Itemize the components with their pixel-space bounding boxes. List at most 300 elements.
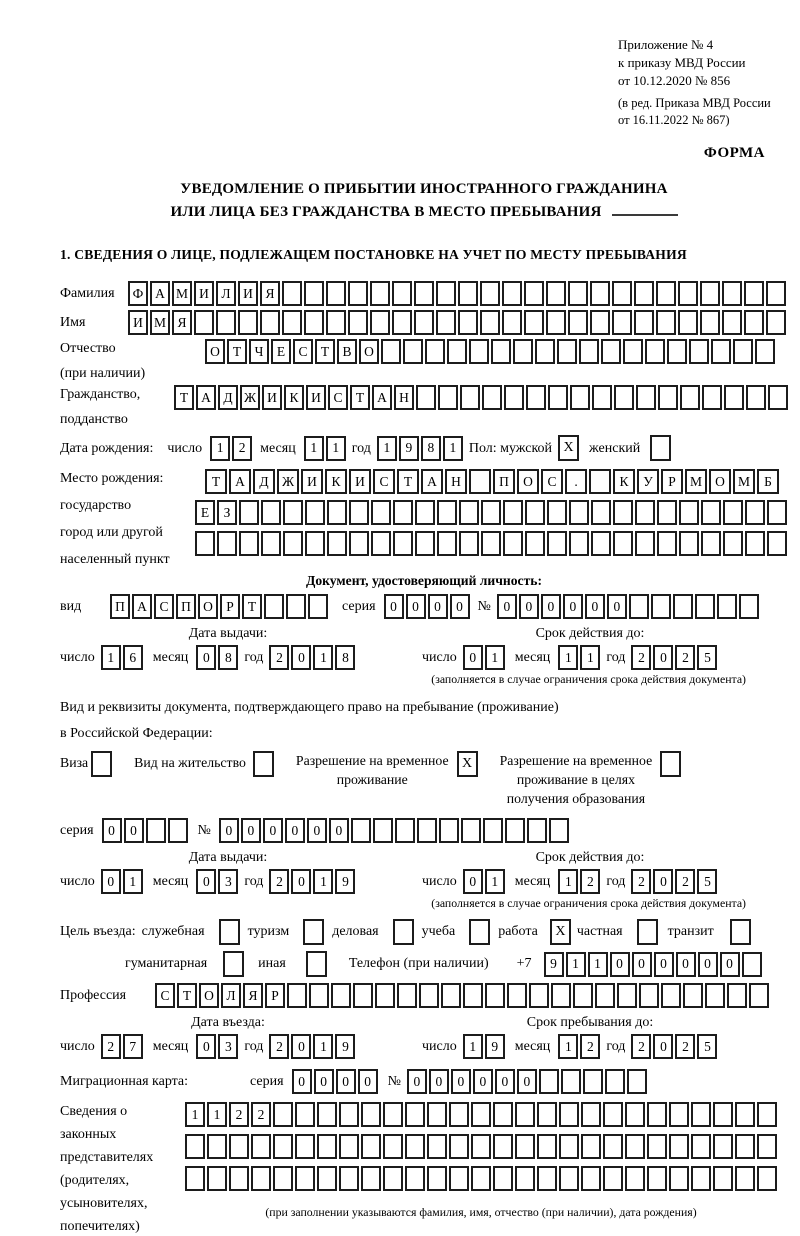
char-cell[interactable]: А bbox=[229, 469, 251, 494]
char-cell[interactable]: 1 bbox=[210, 436, 230, 461]
char-cell[interactable]: Т bbox=[205, 469, 227, 494]
char-cell[interactable]: 1 bbox=[558, 869, 578, 894]
char-cell[interactable] bbox=[480, 310, 500, 335]
char-cell[interactable]: 1 bbox=[558, 1034, 578, 1059]
iddoc-issue-year-cells[interactable] bbox=[269, 645, 355, 670]
char-cell[interactable] bbox=[415, 531, 435, 556]
char-cell[interactable]: 0 bbox=[519, 594, 539, 619]
official-checkbox[interactable] bbox=[219, 919, 240, 945]
char-cell[interactable] bbox=[515, 1102, 535, 1127]
char-cell[interactable]: 0 bbox=[196, 645, 216, 670]
char-cell[interactable] bbox=[711, 339, 731, 364]
char-cell[interactable]: 0 bbox=[428, 594, 448, 619]
char-cell[interactable]: 2 bbox=[580, 869, 600, 894]
char-cell[interactable]: 0 bbox=[291, 869, 311, 894]
char-cell[interactable] bbox=[460, 385, 480, 410]
char-cell[interactable]: 0 bbox=[653, 869, 673, 894]
char-cell[interactable]: О bbox=[709, 469, 731, 494]
char-cell[interactable] bbox=[645, 339, 665, 364]
temp-permit-checkbox[interactable]: X bbox=[457, 751, 478, 777]
char-cell[interactable] bbox=[700, 310, 720, 335]
char-cell[interactable] bbox=[229, 1166, 249, 1191]
char-cell[interactable]: Я bbox=[172, 310, 192, 335]
char-cell[interactable]: Р bbox=[220, 594, 240, 619]
char-cell[interactable] bbox=[549, 818, 569, 843]
char-cell[interactable] bbox=[449, 1134, 469, 1159]
char-cell[interactable] bbox=[557, 339, 577, 364]
char-cell[interactable] bbox=[459, 500, 479, 525]
char-cell[interactable] bbox=[449, 1102, 469, 1127]
stay-day-cells[interactable] bbox=[463, 1034, 505, 1059]
permit-expiry-month-cells[interactable] bbox=[558, 869, 600, 894]
char-cell[interactable] bbox=[480, 281, 500, 306]
char-cell[interactable] bbox=[546, 281, 566, 306]
char-cell[interactable]: 0 bbox=[497, 594, 517, 619]
char-cell[interactable] bbox=[403, 339, 423, 364]
char-cell[interactable] bbox=[656, 310, 676, 335]
char-cell[interactable]: 0 bbox=[451, 1069, 471, 1094]
char-cell[interactable] bbox=[581, 1166, 601, 1191]
permit-expiry-year-cells[interactable] bbox=[631, 869, 717, 894]
char-cell[interactable] bbox=[636, 385, 656, 410]
char-cell[interactable]: 1 bbox=[588, 952, 608, 977]
char-cell[interactable] bbox=[229, 1134, 249, 1159]
char-cell[interactable] bbox=[405, 1166, 425, 1191]
char-cell[interactable] bbox=[702, 385, 722, 410]
char-cell[interactable] bbox=[493, 1166, 513, 1191]
char-cell[interactable] bbox=[603, 1166, 623, 1191]
char-cell[interactable]: 0 bbox=[219, 818, 239, 843]
char-cell[interactable] bbox=[351, 818, 371, 843]
citizenship-cells[interactable] bbox=[174, 385, 788, 410]
char-cell[interactable]: 0 bbox=[654, 952, 674, 977]
char-cell[interactable] bbox=[657, 500, 677, 525]
char-cell[interactable] bbox=[381, 339, 401, 364]
char-cell[interactable] bbox=[614, 385, 634, 410]
char-cell[interactable] bbox=[669, 1134, 689, 1159]
permit-series-cells[interactable] bbox=[102, 818, 188, 843]
char-cell[interactable] bbox=[419, 983, 439, 1008]
char-cell[interactable]: Е bbox=[195, 500, 215, 525]
char-cell[interactable]: 0 bbox=[585, 594, 605, 619]
char-cell[interactable] bbox=[458, 281, 478, 306]
permit-issue-month-cells[interactable] bbox=[196, 869, 238, 894]
char-cell[interactable]: С bbox=[373, 469, 395, 494]
char-cell[interactable]: 3 bbox=[218, 1034, 238, 1059]
char-cell[interactable]: Т bbox=[397, 469, 419, 494]
char-cell[interactable] bbox=[168, 818, 188, 843]
char-cell[interactable]: Д bbox=[218, 385, 238, 410]
visa-checkbox[interactable] bbox=[91, 751, 112, 777]
char-cell[interactable]: 0 bbox=[314, 1069, 334, 1094]
char-cell[interactable] bbox=[713, 1166, 733, 1191]
char-cell[interactable] bbox=[326, 281, 346, 306]
char-cell[interactable] bbox=[485, 983, 505, 1008]
char-cell[interactable]: 9 bbox=[335, 869, 355, 894]
guardians-cells-row1[interactable] bbox=[185, 1102, 777, 1127]
char-cell[interactable] bbox=[305, 531, 325, 556]
char-cell[interactable] bbox=[612, 281, 632, 306]
sex-female-checkbox[interactable] bbox=[650, 435, 671, 461]
char-cell[interactable] bbox=[629, 594, 649, 619]
char-cell[interactable] bbox=[735, 1166, 755, 1191]
char-cell[interactable]: Т bbox=[177, 983, 197, 1008]
char-cell[interactable] bbox=[207, 1134, 227, 1159]
char-cell[interactable] bbox=[437, 531, 457, 556]
char-cell[interactable] bbox=[746, 385, 766, 410]
char-cell[interactable]: 0 bbox=[463, 869, 483, 894]
char-cell[interactable]: 9 bbox=[485, 1034, 505, 1059]
char-cell[interactable]: 2 bbox=[675, 645, 695, 670]
char-cell[interactable] bbox=[273, 1166, 293, 1191]
char-cell[interactable] bbox=[339, 1102, 359, 1127]
char-cell[interactable] bbox=[559, 1166, 579, 1191]
char-cell[interactable]: И bbox=[306, 385, 326, 410]
char-cell[interactable] bbox=[581, 1102, 601, 1127]
given-name-cells[interactable] bbox=[128, 310, 786, 335]
char-cell[interactable]: 3 bbox=[218, 869, 238, 894]
char-cell[interactable] bbox=[537, 1134, 557, 1159]
char-cell[interactable] bbox=[669, 1102, 689, 1127]
char-cell[interactable] bbox=[639, 983, 659, 1008]
char-cell[interactable] bbox=[295, 1102, 315, 1127]
char-cell[interactable] bbox=[405, 1134, 425, 1159]
char-cell[interactable] bbox=[744, 310, 764, 335]
char-cell[interactable]: М bbox=[733, 469, 755, 494]
char-cell[interactable] bbox=[414, 310, 434, 335]
char-cell[interactable]: 1 bbox=[485, 869, 505, 894]
char-cell[interactable] bbox=[502, 310, 522, 335]
char-cell[interactable] bbox=[493, 1102, 513, 1127]
char-cell[interactable]: С bbox=[155, 983, 175, 1008]
char-cell[interactable] bbox=[383, 1102, 403, 1127]
char-cell[interactable]: Н bbox=[445, 469, 467, 494]
char-cell[interactable] bbox=[427, 1166, 447, 1191]
char-cell[interactable] bbox=[515, 1134, 535, 1159]
char-cell[interactable] bbox=[295, 1134, 315, 1159]
char-cell[interactable]: 0 bbox=[358, 1069, 378, 1094]
char-cell[interactable]: П bbox=[176, 594, 196, 619]
char-cell[interactable]: 9 bbox=[544, 952, 564, 977]
char-cell[interactable] bbox=[603, 1102, 623, 1127]
char-cell[interactable]: 0 bbox=[676, 952, 696, 977]
migcard-number-cells[interactable] bbox=[407, 1069, 647, 1094]
char-cell[interactable] bbox=[273, 1102, 293, 1127]
char-cell[interactable] bbox=[308, 594, 328, 619]
char-cell[interactable]: З bbox=[217, 500, 237, 525]
char-cell[interactable] bbox=[349, 531, 369, 556]
char-cell[interactable] bbox=[339, 1134, 359, 1159]
char-cell[interactable] bbox=[458, 310, 478, 335]
char-cell[interactable]: 0 bbox=[429, 1069, 449, 1094]
char-cell[interactable] bbox=[439, 818, 459, 843]
char-cell[interactable] bbox=[282, 310, 302, 335]
migcard-series-cells[interactable] bbox=[292, 1069, 378, 1094]
char-cell[interactable] bbox=[647, 1166, 667, 1191]
char-cell[interactable] bbox=[673, 594, 693, 619]
char-cell[interactable] bbox=[691, 1166, 711, 1191]
char-cell[interactable] bbox=[482, 385, 502, 410]
char-cell[interactable]: О bbox=[359, 339, 379, 364]
tourism-checkbox[interactable] bbox=[303, 919, 324, 945]
birthplace-cells-row3[interactable] bbox=[195, 531, 787, 556]
char-cell[interactable] bbox=[583, 1069, 603, 1094]
char-cell[interactable]: Б bbox=[757, 469, 779, 494]
char-cell[interactable] bbox=[373, 818, 393, 843]
char-cell[interactable]: 0 bbox=[610, 952, 630, 977]
char-cell[interactable] bbox=[427, 1134, 447, 1159]
char-cell[interactable]: Р bbox=[265, 983, 285, 1008]
guardians-cells-row3[interactable] bbox=[185, 1166, 777, 1191]
char-cell[interactable] bbox=[570, 385, 590, 410]
char-cell[interactable] bbox=[689, 339, 709, 364]
char-cell[interactable] bbox=[603, 1134, 623, 1159]
char-cell[interactable] bbox=[722, 310, 742, 335]
char-cell[interactable]: 0 bbox=[653, 645, 673, 670]
char-cell[interactable] bbox=[635, 500, 655, 525]
char-cell[interactable] bbox=[537, 1166, 557, 1191]
char-cell[interactable]: А bbox=[196, 385, 216, 410]
birth-year-cells[interactable] bbox=[377, 436, 463, 461]
char-cell[interactable] bbox=[238, 310, 258, 335]
char-cell[interactable] bbox=[195, 531, 215, 556]
char-cell[interactable]: Л bbox=[216, 281, 236, 306]
char-cell[interactable]: К bbox=[325, 469, 347, 494]
char-cell[interactable]: Т bbox=[227, 339, 247, 364]
char-cell[interactable]: 1 bbox=[313, 1034, 333, 1059]
permit-expiry-day-cells[interactable] bbox=[463, 869, 505, 894]
char-cell[interactable] bbox=[264, 594, 284, 619]
char-cell[interactable] bbox=[547, 500, 567, 525]
char-cell[interactable] bbox=[503, 531, 523, 556]
birth-month-cells[interactable] bbox=[304, 436, 346, 461]
char-cell[interactable] bbox=[438, 385, 458, 410]
char-cell[interactable] bbox=[524, 310, 544, 335]
char-cell[interactable]: 0 bbox=[541, 594, 561, 619]
char-cell[interactable]: 2 bbox=[251, 1102, 271, 1127]
char-cell[interactable] bbox=[326, 310, 346, 335]
char-cell[interactable]: М bbox=[685, 469, 707, 494]
char-cell[interactable]: 1 bbox=[313, 645, 333, 670]
char-cell[interactable]: 0 bbox=[329, 818, 349, 843]
char-cell[interactable] bbox=[370, 310, 390, 335]
char-cell[interactable] bbox=[375, 983, 395, 1008]
char-cell[interactable] bbox=[647, 1102, 667, 1127]
char-cell[interactable] bbox=[744, 281, 764, 306]
char-cell[interactable]: 0 bbox=[720, 952, 740, 977]
char-cell[interactable] bbox=[397, 983, 417, 1008]
char-cell[interactable]: М bbox=[150, 310, 170, 335]
char-cell[interactable]: О bbox=[205, 339, 225, 364]
char-cell[interactable] bbox=[469, 339, 489, 364]
char-cell[interactable] bbox=[727, 983, 747, 1008]
char-cell[interactable]: Я bbox=[243, 983, 263, 1008]
char-cell[interactable] bbox=[459, 531, 479, 556]
char-cell[interactable] bbox=[742, 952, 762, 977]
char-cell[interactable] bbox=[757, 1134, 777, 1159]
char-cell[interactable] bbox=[757, 1166, 777, 1191]
char-cell[interactable]: 1 bbox=[580, 645, 600, 670]
transit-checkbox[interactable] bbox=[730, 919, 751, 945]
char-cell[interactable] bbox=[469, 469, 491, 494]
char-cell[interactable]: 1 bbox=[326, 436, 346, 461]
char-cell[interactable]: 0 bbox=[241, 818, 261, 843]
char-cell[interactable] bbox=[678, 281, 698, 306]
char-cell[interactable] bbox=[505, 818, 525, 843]
char-cell[interactable]: 0 bbox=[292, 1069, 312, 1094]
char-cell[interactable] bbox=[395, 818, 415, 843]
char-cell[interactable] bbox=[286, 594, 306, 619]
char-cell[interactable]: К bbox=[284, 385, 304, 410]
char-cell[interactable] bbox=[383, 1134, 403, 1159]
char-cell[interactable]: 0 bbox=[124, 818, 144, 843]
char-cell[interactable] bbox=[282, 281, 302, 306]
char-cell[interactable]: 1 bbox=[101, 645, 121, 670]
char-cell[interactable] bbox=[383, 1166, 403, 1191]
char-cell[interactable]: Т bbox=[174, 385, 194, 410]
char-cell[interactable]: 0 bbox=[285, 818, 305, 843]
char-cell[interactable] bbox=[691, 1102, 711, 1127]
char-cell[interactable]: И bbox=[194, 281, 214, 306]
char-cell[interactable] bbox=[713, 1102, 733, 1127]
char-cell[interactable] bbox=[757, 1102, 777, 1127]
char-cell[interactable]: Ж bbox=[277, 469, 299, 494]
char-cell[interactable]: 2 bbox=[675, 1034, 695, 1059]
char-cell[interactable] bbox=[701, 531, 721, 556]
permit-number-cells[interactable] bbox=[219, 818, 569, 843]
char-cell[interactable]: Н bbox=[394, 385, 414, 410]
char-cell[interactable] bbox=[515, 1166, 535, 1191]
char-cell[interactable] bbox=[617, 983, 637, 1008]
char-cell[interactable] bbox=[502, 281, 522, 306]
entry-day-cells[interactable] bbox=[101, 1034, 143, 1059]
char-cell[interactable] bbox=[261, 531, 281, 556]
char-cell[interactable]: Л bbox=[221, 983, 241, 1008]
char-cell[interactable]: 2 bbox=[101, 1034, 121, 1059]
char-cell[interactable] bbox=[525, 500, 545, 525]
char-cell[interactable]: 1 bbox=[566, 952, 586, 977]
char-cell[interactable] bbox=[283, 500, 303, 525]
char-cell[interactable] bbox=[513, 339, 533, 364]
char-cell[interactable] bbox=[309, 983, 329, 1008]
char-cell[interactable] bbox=[700, 281, 720, 306]
char-cell[interactable] bbox=[590, 281, 610, 306]
char-cell[interactable] bbox=[348, 281, 368, 306]
birthplace-cells-row1[interactable] bbox=[205, 469, 787, 494]
char-cell[interactable] bbox=[749, 983, 769, 1008]
char-cell[interactable]: О bbox=[199, 983, 219, 1008]
char-cell[interactable] bbox=[239, 500, 259, 525]
char-cell[interactable]: О bbox=[517, 469, 539, 494]
char-cell[interactable] bbox=[304, 281, 324, 306]
char-cell[interactable] bbox=[370, 281, 390, 306]
char-cell[interactable]: Т bbox=[315, 339, 335, 364]
char-cell[interactable] bbox=[461, 818, 481, 843]
char-cell[interactable] bbox=[723, 500, 743, 525]
char-cell[interactable] bbox=[348, 310, 368, 335]
business-checkbox[interactable] bbox=[393, 919, 414, 945]
char-cell[interactable]: А bbox=[372, 385, 392, 410]
char-cell[interactable] bbox=[568, 310, 588, 335]
char-cell[interactable]: 0 bbox=[607, 594, 627, 619]
char-cell[interactable]: У bbox=[637, 469, 659, 494]
char-cell[interactable] bbox=[592, 385, 612, 410]
char-cell[interactable]: 2 bbox=[269, 869, 289, 894]
char-cell[interactable] bbox=[471, 1102, 491, 1127]
char-cell[interactable] bbox=[217, 531, 237, 556]
char-cell[interactable] bbox=[623, 339, 643, 364]
char-cell[interactable]: 0 bbox=[406, 594, 426, 619]
char-cell[interactable]: А bbox=[150, 281, 170, 306]
char-cell[interactable] bbox=[393, 531, 413, 556]
char-cell[interactable]: 5 bbox=[697, 645, 717, 670]
char-cell[interactable]: 0 bbox=[698, 952, 718, 977]
char-cell[interactable] bbox=[691, 1134, 711, 1159]
char-cell[interactable]: 2 bbox=[631, 645, 651, 670]
study-checkbox[interactable] bbox=[469, 919, 490, 945]
char-cell[interactable]: 5 bbox=[697, 1034, 717, 1059]
char-cell[interactable]: 1 bbox=[185, 1102, 205, 1127]
char-cell[interactable]: К bbox=[613, 469, 635, 494]
char-cell[interactable] bbox=[493, 1134, 513, 1159]
iddoc-kind-cells[interactable] bbox=[110, 594, 328, 619]
char-cell[interactable]: 7 bbox=[123, 1034, 143, 1059]
char-cell[interactable] bbox=[678, 310, 698, 335]
char-cell[interactable]: 2 bbox=[580, 1034, 600, 1059]
char-cell[interactable] bbox=[481, 500, 501, 525]
char-cell[interactable] bbox=[667, 339, 687, 364]
char-cell[interactable]: 1 bbox=[485, 645, 505, 670]
char-cell[interactable]: Ф bbox=[128, 281, 148, 306]
char-cell[interactable] bbox=[449, 1166, 469, 1191]
char-cell[interactable] bbox=[735, 1134, 755, 1159]
char-cell[interactable] bbox=[405, 1102, 425, 1127]
char-cell[interactable]: 2 bbox=[631, 869, 651, 894]
char-cell[interactable]: Е bbox=[271, 339, 291, 364]
char-cell[interactable] bbox=[295, 1166, 315, 1191]
char-cell[interactable]: 8 bbox=[335, 645, 355, 670]
edu-permit-checkbox[interactable] bbox=[660, 751, 681, 777]
char-cell[interactable]: Я bbox=[260, 281, 280, 306]
char-cell[interactable] bbox=[539, 1069, 559, 1094]
char-cell[interactable]: Д bbox=[253, 469, 275, 494]
iddoc-expiry-day-cells[interactable] bbox=[463, 645, 505, 670]
iddoc-issue-day-cells[interactable] bbox=[101, 645, 143, 670]
char-cell[interactable] bbox=[436, 281, 456, 306]
char-cell[interactable] bbox=[371, 531, 391, 556]
char-cell[interactable] bbox=[283, 531, 303, 556]
char-cell[interactable] bbox=[767, 500, 787, 525]
char-cell[interactable] bbox=[353, 983, 373, 1008]
char-cell[interactable] bbox=[683, 983, 703, 1008]
char-cell[interactable]: И bbox=[301, 469, 323, 494]
char-cell[interactable]: 2 bbox=[631, 1034, 651, 1059]
entry-month-cells[interactable] bbox=[196, 1034, 238, 1059]
char-cell[interactable]: 0 bbox=[517, 1069, 537, 1094]
char-cell[interactable]: И bbox=[238, 281, 258, 306]
char-cell[interactable] bbox=[767, 531, 787, 556]
guardians-cells-row2[interactable] bbox=[185, 1134, 777, 1159]
char-cell[interactable]: В bbox=[337, 339, 357, 364]
char-cell[interactable] bbox=[722, 281, 742, 306]
char-cell[interactable]: 0 bbox=[384, 594, 404, 619]
char-cell[interactable] bbox=[185, 1134, 205, 1159]
char-cell[interactable] bbox=[251, 1166, 271, 1191]
char-cell[interactable] bbox=[559, 1102, 579, 1127]
phone-cells[interactable] bbox=[544, 952, 762, 977]
private-checkbox[interactable] bbox=[637, 919, 658, 945]
humanitarian-checkbox[interactable] bbox=[223, 951, 244, 977]
